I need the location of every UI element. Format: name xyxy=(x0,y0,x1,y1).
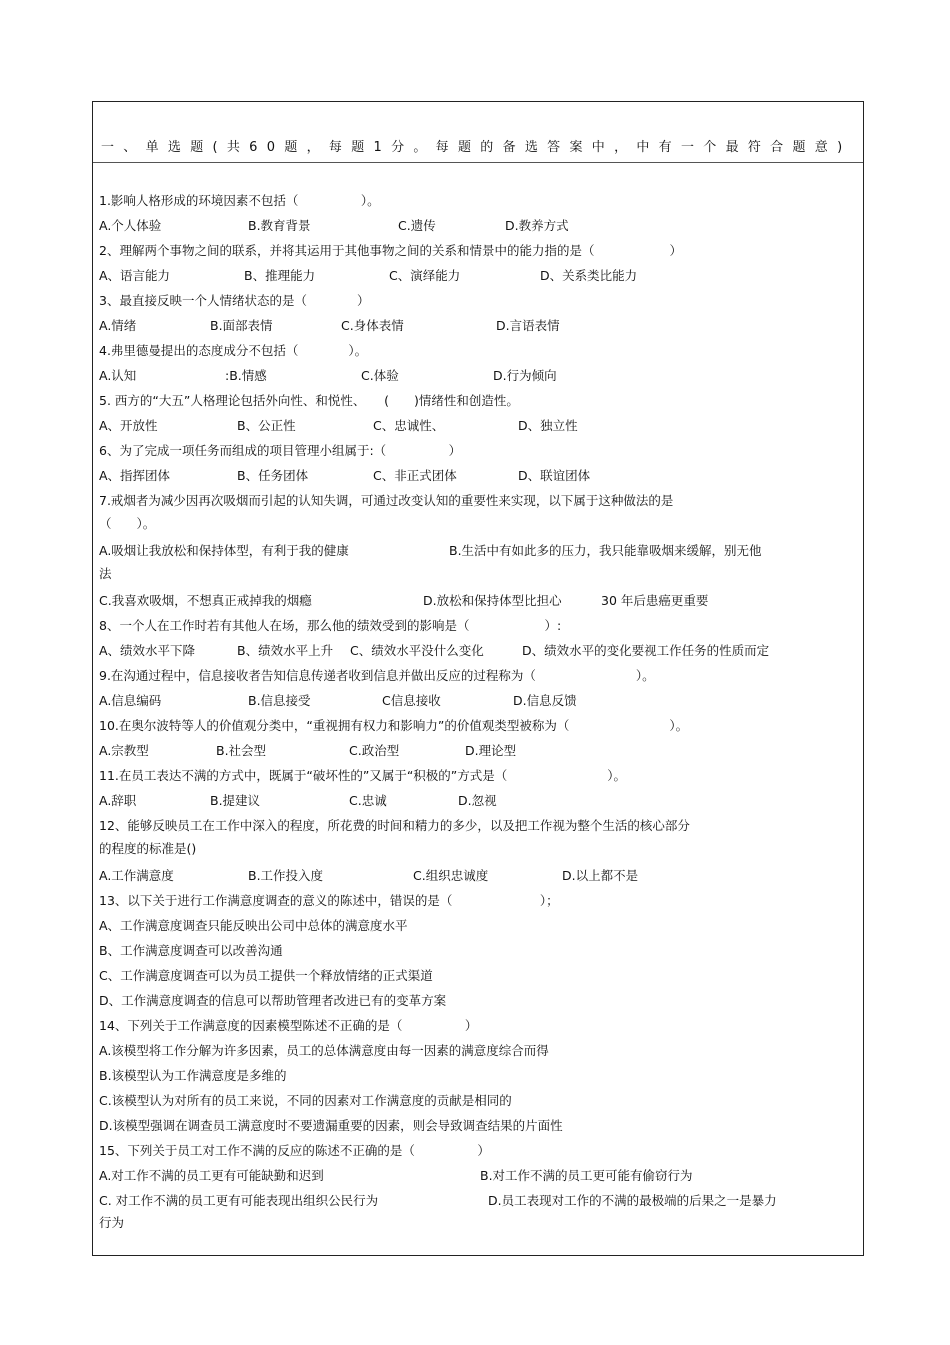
question-line: A.个人体验 xyxy=(99,218,162,233)
question-line: 2、理解两个事物之间的联系，并将其运用于其他事物之间的关系和情景中的能力指的是（ ） xyxy=(99,243,682,258)
answer-option: C.组织忠诚度 xyxy=(413,868,489,883)
question-line: 9.在沟通过程中，信息接收者告知信息传递者收到信息并做出反应的过程称为（ ）。 xyxy=(99,668,655,683)
question-line: 4.弗里德曼提出的态度成分不包括（ ）。 xyxy=(99,343,368,358)
question-line: A.情绪 xyxy=(99,318,137,333)
answer-option: B、绩效水平上升 xyxy=(237,643,334,658)
answer-option: D、独立性 xyxy=(518,418,578,433)
question-line: 11.在员工表达不满的方式中，既属于“破坏性的”又属于“积极的”方式是（ ）。 xyxy=(99,768,627,783)
question-line: 5. 西方的“大五”人格理论包括外向性、和悦性、 ( )情绪性和创造性。 xyxy=(99,393,519,408)
answer-option: D.以上都不是 xyxy=(562,868,639,883)
question-line: 6、为了完成一项任务而组成的项目管理小组属于:（ ） xyxy=(99,443,462,458)
answer-option: C、非正式团体 xyxy=(373,468,457,483)
answer-option: D.放松和保持体型比担心 xyxy=(423,593,562,608)
question-line: 12、能够反映员工在工作中深入的程度，所花费的时间和精力的多少，以及把工作视为整个生活的核心部分 xyxy=(99,818,690,833)
answer-option: B.工作投入度 xyxy=(248,868,324,883)
question-line: A、语言能力 xyxy=(99,268,171,283)
answer-option: B、推理能力 xyxy=(244,268,316,283)
question-line: 行为 xyxy=(99,1215,125,1230)
answer-option: 30 年后患癌更重要 xyxy=(601,593,709,608)
answer-option: C.身体表情 xyxy=(341,318,404,333)
exam-frame xyxy=(92,101,864,1256)
question-line: 7.戒烟者为减少因再次吸烟而引起的认知失调，可通过改变认知的重要性来实现，以下属于这种做法的是 xyxy=(99,493,674,508)
question-line: C.该模型认为对所有的员工来说，不同的因素对工作满意度的贡献是相同的 xyxy=(99,1093,512,1108)
question-line: A.辞职 xyxy=(99,793,137,808)
answer-option: B.信息接受 xyxy=(248,693,311,708)
answer-option: C、演绎能力 xyxy=(389,268,461,283)
question-line: 的程度的标准是() xyxy=(99,841,197,856)
answer-option: D.行为倾向 xyxy=(493,368,557,383)
question-line: A.信息编码 xyxy=(99,693,162,708)
answer-option: D.员工表现对工作的不满的最极端的后果之一是暴力 xyxy=(488,1193,777,1208)
question-line: D.该模型强调在调查员工满意度时不要遗漏重要的因素，则会导致调查结果的片面性 xyxy=(99,1118,563,1133)
answer-option: D、关系类比能力 xyxy=(540,268,638,283)
answer-option: D、绩效水平的变化要视工作任务的性质而定 xyxy=(522,643,770,658)
answer-option: B、任务团体 xyxy=(237,468,309,483)
question-line: A、指挥团体 xyxy=(99,468,171,483)
question-line: 15、下列关于员工对工作不满的反应的陈述不正确的是（ ） xyxy=(99,1143,490,1158)
answer-option: B.社会型 xyxy=(216,743,267,758)
question-line: 法 xyxy=(99,566,112,581)
answer-option: D.信息反馈 xyxy=(513,693,577,708)
answer-option: D.教养方式 xyxy=(505,218,569,233)
question-line: A、绩效水平下降 xyxy=(99,643,196,658)
question-line: 13、以下关于进行工作满意度调查的意义的陈述中，错误的是（ ）； xyxy=(99,893,559,908)
question-line: （ ）。 xyxy=(99,516,156,531)
question-line: A、开放性 xyxy=(99,418,158,433)
question-line: C.我喜欢吸烟，不想真正戒掉我的烟瘾 xyxy=(99,593,312,608)
question-line: C. 对工作不满的员工更有可能表现出组织公民行为 xyxy=(99,1193,379,1208)
question-line: A.认知 xyxy=(99,368,137,383)
question-line: 3、最直接反映一个人情绪状态的是（ ） xyxy=(99,293,370,308)
question-line: A.该模型将工作分解为许多因素，员工的总体满意度由每一因素的满意度综合而得 xyxy=(99,1043,549,1058)
question-line: 10.在奥尔波特等人的价值观分类中，“重视拥有权力和影响力”的价值观类型被称为（ ）。 xyxy=(99,718,689,733)
answer-option: C.忠诚 xyxy=(349,793,387,808)
answer-option: C、绩效水平没什么变化 xyxy=(350,643,484,658)
question-line: B.该模型认为工作满意度是多维的 xyxy=(99,1068,287,1083)
answer-option: D.言语表情 xyxy=(496,318,560,333)
answer-option: D、联谊团体 xyxy=(518,468,591,483)
answer-option: D.理论型 xyxy=(465,743,517,758)
question-line: A.吸烟让我放松和保持体型，有利于我的健康 xyxy=(99,543,349,558)
answer-option: C信息接收 xyxy=(382,693,441,708)
question-line: 1.影响人格形成的环境因素不包括（ ）。 xyxy=(99,193,380,208)
answer-option: B.面部表情 xyxy=(210,318,273,333)
section-heading: 一、单选题(共60题，每题1分。每题的备选答案中，中有一个最符合题意) xyxy=(101,140,852,155)
question-line: 14、下列关于工作满意度的因素模型陈述不正确的是（ ） xyxy=(99,1018,478,1033)
question-line: D、工作满意度调查的信息可以帮助管理者改进已有的变革方案 xyxy=(99,993,447,1008)
answer-option: C.遗传 xyxy=(398,218,436,233)
answer-option: D.忽视 xyxy=(458,793,497,808)
question-line: A.工作满意度 xyxy=(99,868,174,883)
answer-option: B.提建议 xyxy=(210,793,261,808)
answer-option: :B.情感 xyxy=(225,368,267,383)
question-line: A、工作满意度调查只能反映出公司中总体的满意度水平 xyxy=(99,918,408,933)
question-line: 8、一个人在工作时若有其他人在场，那么他的绩效受到的影响是（ ）: xyxy=(99,618,562,633)
question-line: A.对工作不满的员工更有可能缺勤和迟到 xyxy=(99,1168,324,1183)
answer-option: B.教育背景 xyxy=(248,218,311,233)
answer-option: C、忠诚性、 xyxy=(373,418,445,433)
question-line: B、工作满意度调查可以改善沟通 xyxy=(99,943,283,958)
answer-option: C.体验 xyxy=(361,368,399,383)
answer-option: B.对工作不满的员工更可能有偷窃行为 xyxy=(480,1168,693,1183)
answer-option: C.政治型 xyxy=(349,743,400,758)
answer-option: B、公正性 xyxy=(237,418,296,433)
heading-divider xyxy=(93,162,863,163)
question-line: A.宗教型 xyxy=(99,743,149,758)
question-line: C、工作满意度调查可以为员工提供一个释放情绪的正式渠道 xyxy=(99,968,433,983)
answer-option: B.生活中有如此多的压力，我只能靠吸烟来缓解，别无他 xyxy=(449,543,762,558)
